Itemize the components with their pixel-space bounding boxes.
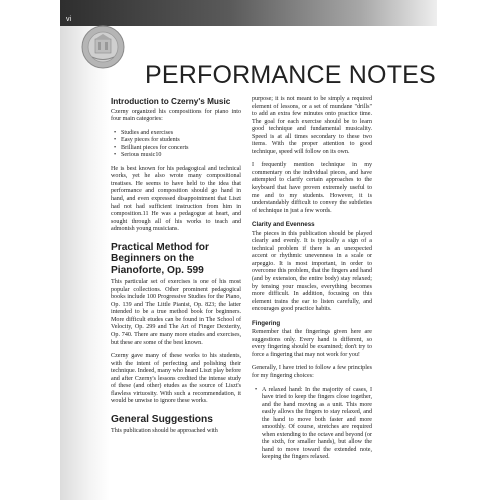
category-list (111, 130, 241, 160)
category-item: • Studies and exercises (121, 130, 241, 138)
paragraph-fingering: Remember that the fingerings given here are suggestions only. Every hand is different, so every fingering should be examined; don't try to force a fingering that may not work for you! (252, 329, 372, 358)
category-item: • Easy pieces for students (121, 137, 241, 145)
paragraph-generally: Generally, I have tried to follow a few principles for my fingering choices: (252, 365, 372, 379)
paragraph-mention: I frequently mention technique in my commentary on the individual pieces, and have attempted to clarify certain approaches to the keyboard that have proven extremely useful to me and to my students. However, it is understandably difficult to convey the subtleties of technique in just a few words. (252, 162, 372, 214)
right-column (252, 96, 372, 468)
page-title: PERFORMANCE NOTES (145, 60, 436, 89)
paragraph-clarity: The pieces in this publication should be played clearly and evenly. It is typically a sign of a technical problem if there is an unexpected accent or rhythmic unevenness in a scale or arpeggio. It is most important, in order to overcome this problem, that the fingers and hand (and by extension, the entire body) stay relaxed; by tensing your muscles, everything becomes more difficult. In addition, focusing on this element trains the ear to listen carefully, and encourages good practice habits. (252, 230, 372, 313)
heading-method: Practical Method for Beginners on the Pianoforte, Op. 599 (111, 241, 209, 276)
heading-general: General Suggestions (111, 413, 213, 425)
left-column (111, 97, 241, 442)
principle-item: • A relaxed hand: In the majority of cases, I have tried to keep the fingers close together, and the hand moving as a unit. This more easily allows the fingers to stay relaxed, and the hand to move both faster and more smoothly. Of course, stretches are required when extending to the octave and beyond (or the sixth, for smaller hands), but allow the hand to move toward the extended note, keeping the fingers relaxed. (262, 387, 372, 462)
paragraph-purpose: purpose; it is not meant to be simply a required element of lessons, or a set of mundane "drills" to add an extra few minutes onto practice time. The goal for each exercise should be to learn good technique and fundamental musicality. Speed is at all times secondary to these two items. With the proper attention to good technique, speed will follow on its own. (252, 96, 372, 155)
header-bar (60, 0, 437, 26)
category-item: • Serious music10 (121, 152, 241, 160)
paragraph-intro: Czerny organized his compositions for piano into four main categories: (111, 108, 241, 123)
paragraph-method: This particular set of exercises is one of his most popular collections. Other prominent pedagogical books include 100 Progressive Studies for the Piano, Op. 139 and The Little Pianist, Op. 823; the latter intended to be a true method book for beginners. More difficult etudes can be found in The School of Velocity, Op. 299 and The Art of Finger Dexterity, Op. 740. There are many more etudes and exercises, but these are some of the best known. (111, 279, 241, 346)
principle-list (252, 387, 372, 462)
heading-clarity: Clarity and Evenness (252, 221, 315, 229)
paragraph-gave: Czerny gave many of these works to his students, with the intent of perfecting and polishing their technique. Indeed, many who heard Liszt play before and after Czerny's lessons credited the intense study of these (and other) etudes as the source of Liszt's flawless virtuosity. With such a recommendation, it would be unwise to ignore these works. (111, 353, 241, 405)
heading-intro: Introduction to Czerny's Music (111, 97, 231, 106)
heading-fingering: Fingering (252, 319, 281, 327)
paragraph-known: He is best known for his pedagogical and technical works, yet he also wrote many compositional treatises. He seems to have held to the idea that performance and composition should go hand in hand, and even expressed disappointment that Liszt had not had sufficient instruction from him in composition.11 He was a pedagogue at heart, and sought through all of his works to teach and admonish young musicians. (111, 165, 241, 233)
side-shading (60, 26, 110, 500)
crest-seal-icon (80, 24, 126, 70)
category-item: • Brilliant pieces for concerts (121, 145, 241, 153)
paragraph-general: This publication should be approached with (111, 428, 218, 435)
page-number: vi (66, 16, 72, 23)
